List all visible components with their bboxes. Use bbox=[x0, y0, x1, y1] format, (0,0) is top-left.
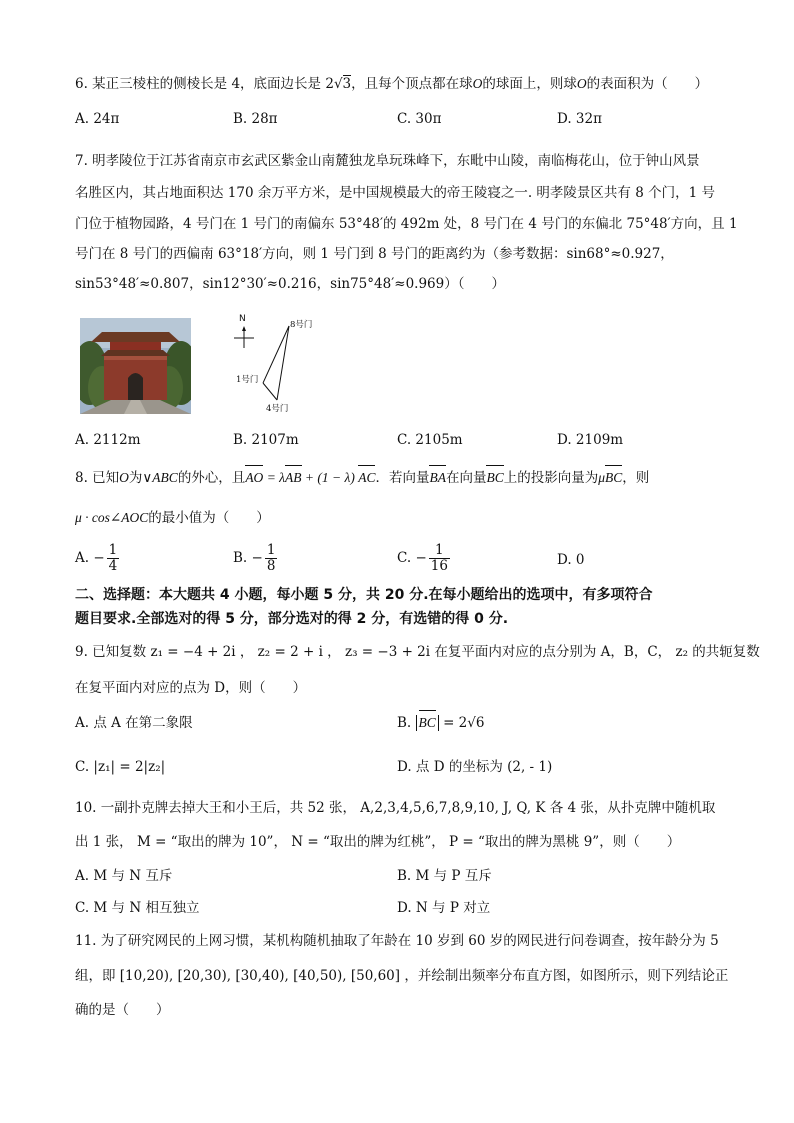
q7-option-b: B. 2107m bbox=[233, 432, 299, 448]
numerator: 1 bbox=[429, 543, 450, 559]
q6-option-a: A. 24π bbox=[75, 111, 120, 127]
option-text: = 2√6 bbox=[438, 715, 485, 731]
q10-option-a: A. M 与 N 互斥 bbox=[75, 868, 173, 884]
q8-text: ．若向量 bbox=[375, 470, 430, 486]
option-label: B. bbox=[397, 715, 412, 731]
q6-var-o: O bbox=[472, 76, 483, 91]
q10-line-2: 出 1 张， M = “取出的牌为 10”， N = “取出的牌为红桃”， P = “取出的牌为黑桃 9”，则（ ） bbox=[75, 834, 681, 850]
denominator: 8 bbox=[266, 558, 276, 574]
q8-text: 8. 已知 bbox=[75, 470, 120, 486]
q9-line-2: 在复平面内对应的点为 D，则（ ） bbox=[75, 680, 307, 696]
q9-option-a: A. 点 A 在第二象限 bbox=[75, 715, 193, 731]
q8-mu: μ bbox=[598, 470, 606, 485]
q8-var-o: O bbox=[119, 470, 129, 485]
q8-text: 为 bbox=[128, 470, 143, 486]
vector-bc: BC bbox=[486, 468, 503, 488]
q7-line-3: 门位于植物园路，4 号门在 1 号门的南偏东 53°48′的 492m 处，8 号门在 4 号门的东偏北 75°48′方向，且 1 bbox=[75, 216, 738, 232]
option-sign: − bbox=[251, 550, 263, 566]
q6-stem-part: ，且每个顶点都在球 bbox=[351, 76, 473, 92]
vector-bc: BC bbox=[605, 468, 622, 488]
option-sign: − bbox=[93, 550, 105, 566]
q9-option-d: D. 点 D 的坐标为 (2, - 1) bbox=[397, 759, 553, 775]
q7-line-1: 7. 明孝陵位于江苏省南京市玄武区紫金山南麓独龙阜玩珠峰下，东毗中山陵，南临梅花山，位于钟山风景 bbox=[75, 153, 700, 169]
gate4-label: 4号门 bbox=[266, 404, 289, 414]
gate-direction-diagram bbox=[226, 314, 316, 416]
q8-option-b bbox=[233, 543, 279, 574]
q6-stem-part: 的球面上，则球 bbox=[482, 76, 577, 92]
q8-equals: = λ bbox=[263, 470, 286, 485]
q7-line-5: sin53°48′≈0.807，sin12°30′≈0.216，sin75°48′≈0.969）（ ） bbox=[75, 276, 505, 292]
q6-option-d: D. 32π bbox=[557, 111, 602, 127]
q8-option-d: D. 0 bbox=[557, 552, 585, 568]
ming-tomb-photo bbox=[80, 318, 191, 414]
q8-option-c bbox=[397, 543, 452, 574]
numerator: 1 bbox=[266, 542, 276, 558]
option-label: B. bbox=[233, 550, 248, 566]
section2-heading-line-1: 二、选择题：本大题共 4 小题，每小题 5 分，共 20 分.在每小题给出的选项中，有多项符合 bbox=[75, 587, 653, 603]
numerator: 1 bbox=[108, 542, 118, 558]
vector-ba: BA bbox=[429, 468, 446, 488]
fraction bbox=[107, 543, 120, 574]
q8-text: 的外心，且 bbox=[177, 470, 246, 486]
sqrt-sign: √ bbox=[333, 76, 343, 92]
q8-stem bbox=[75, 468, 649, 488]
q11-line-3: 确的是（ ） bbox=[75, 1002, 170, 1018]
q7-option-d: D. 2109m bbox=[557, 432, 624, 448]
q8-option-a bbox=[75, 543, 121, 574]
q6-stem bbox=[75, 74, 708, 94]
q6-stem-part: 的表面积为（ ） bbox=[586, 76, 709, 92]
fraction bbox=[265, 543, 278, 574]
q10-option-d: D. N 与 P 对立 bbox=[397, 900, 491, 916]
option-label: C. bbox=[397, 550, 412, 566]
q9-option-b bbox=[397, 713, 484, 733]
q8-coef: + (1 − λ) bbox=[301, 470, 359, 485]
q9-option-c: C. |z₁| = 2|z₂| bbox=[75, 759, 166, 775]
q8-text: 在向量 bbox=[445, 470, 487, 486]
vector-ac: AC bbox=[358, 468, 375, 488]
gate1-label: 1号门 bbox=[236, 375, 259, 385]
q9-line-1: 9. 已知复数 z₁ = −4 + 2i ， z₂ = 2 + i ， z₃ = −3 + 2i 在复平面内对应的点分别为 A，B，C， z₂ 的共轭复数 bbox=[75, 644, 760, 660]
q10-line-1: 10. 一副扑克牌去掉大王和小王后，共 52 张， A,2,3,4,5,6,7,8,9,10, J, Q, K 各 4 张，从扑克牌中随机取 bbox=[75, 800, 716, 816]
vector-bc: BC bbox=[419, 713, 436, 733]
q7-option-c: C. 2105m bbox=[397, 432, 463, 448]
q11-line-2: 组，即 [10,20), [20,30), [30,40), [40,50), [50,60] ，并绘制出频率分布直方图，如图所示，则下列结论正 bbox=[75, 968, 729, 984]
north-label: N bbox=[239, 314, 246, 324]
denominator: 16 bbox=[430, 558, 448, 574]
denominator: 4 bbox=[108, 558, 118, 574]
q6-option-b: B. 28π bbox=[233, 111, 278, 127]
abs-bars bbox=[416, 715, 439, 731]
q7-line-4: 号门在 8 号门的西偏南 63°18′方向，则 1 号门到 8 号门的距离约为（参考数据：sin68°≈0.927， bbox=[75, 246, 674, 262]
q8-text: 上的投影向量为 bbox=[503, 470, 599, 486]
gate8-label: 8号门 bbox=[290, 320, 313, 330]
q6-stem-part: 6. 某正三棱柱的侧棱长是 4，底面边长是 2 bbox=[75, 76, 334, 92]
fraction bbox=[429, 543, 450, 574]
q10-option-c: C. M 与 N 相互独立 bbox=[75, 900, 200, 916]
q8-text: 的最小值为（ ） bbox=[148, 510, 270, 526]
q11-line-1: 11. 为了研究网民的上网习惯，某机构随机抽取了年龄在 10 岁到 60 岁的网民进行问卷调查，按年龄分为 5 bbox=[75, 933, 719, 949]
q10-option-b: B. M 与 P 互斥 bbox=[397, 868, 492, 884]
q7-line-2: 名胜区内，其占地面积达 170 余万平方米，是中国规模最大的帝王陵寝之一. 明孝陵景区共有 8 个门，1 号 bbox=[75, 185, 715, 201]
option-sign: − bbox=[415, 550, 427, 566]
q8-text: ，则 bbox=[622, 470, 650, 486]
q8-expression: μ · cos∠AOC bbox=[75, 510, 149, 525]
option-label: A. bbox=[75, 550, 90, 566]
vector-ao: AO bbox=[245, 468, 263, 488]
q7-option-a: A. 2112m bbox=[75, 432, 141, 448]
q6-sqrt-value: 3 bbox=[342, 76, 352, 92]
q6-option-c: C. 30π bbox=[397, 111, 442, 127]
vector-ab: AB bbox=[285, 468, 302, 488]
q8-stem-line-2 bbox=[75, 508, 270, 528]
q8-triangle: ∨ABC bbox=[142, 470, 178, 485]
q6-var-o: O bbox=[576, 76, 587, 91]
section2-heading-line-2: 题目要求.全部选对的得 5 分，部分选对的得 2 分，有选错的得 0 分. bbox=[75, 611, 509, 627]
